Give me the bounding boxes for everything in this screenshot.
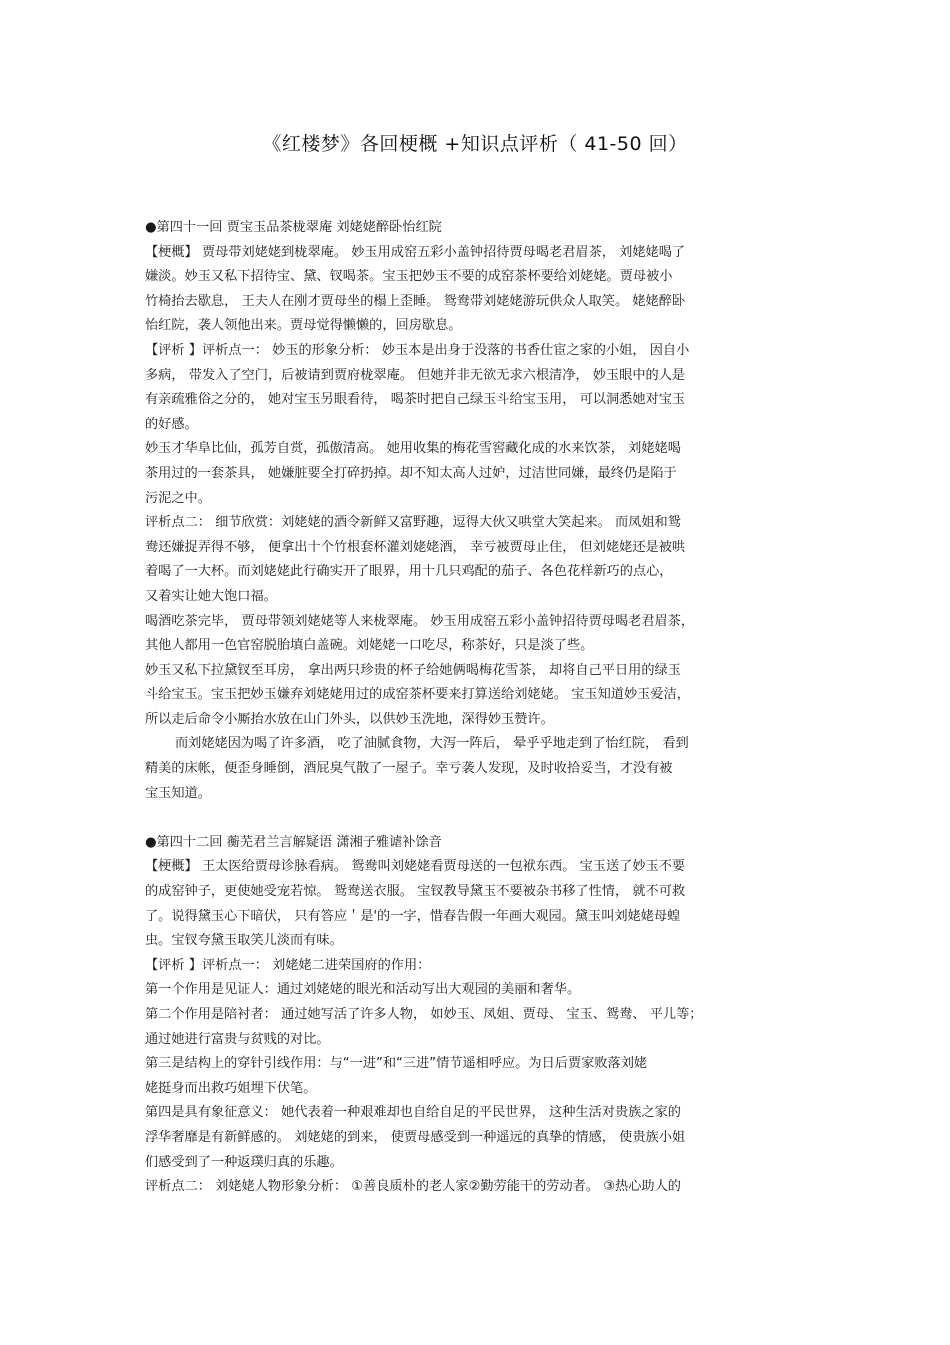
paragraph-line: 污泥之中。 [145,490,211,506]
document-title: 《红楼梦》各回梗概 +知识点评析（ 41-50 回） [262,133,688,155]
paragraph-line: 【评析 】评析点一： 妙玉的形象分析： 妙玉本是出身于没落的书香仕宦之家的小姐， 因自小 [145,342,690,358]
paragraph-line: 鸯还嫌捉弄得不够， 便拿出十个竹根套杯灌刘姥姥酒， 幸亏被贾母止住， 但刘姥姥还是被哄 [145,539,686,555]
paragraph-line: 第一个作用是见证人：通过刘姥姥的眼光和活动写出大观园的美丽和奢华。 [145,982,581,998]
paragraph-line: 的好感。 [145,416,198,432]
paragraph-line: 虫。宝钗夸黛玉取笑儿淡而有味。 [145,933,343,949]
paragraph-line: 精美的床帐，便歪身睡倒，酒屁臭气散了一屋子。幸亏袭人发现，及时收拾妥当，才没有被 [145,761,673,777]
paragraph-line: 又着实让她大饱口福。 [145,588,277,604]
chapter-41-heading: ●第四十一回 贾宝玉品茶栊翠庵 刘姥姥醉卧怡红院 [145,220,442,235]
paragraph-line: 的成窑钟子，更使她受宠若惊。 鸳鸯送衣服。 宝钗教导黛玉不要被杂书移了性情， 就不可救 [145,884,686,900]
paragraph-line: 喝酒吃茶完毕， 贾母带领刘姥姥等人来栊翠庵。 妙玉用成窑五彩小盖钟招待贾母喝老君眉茶， [145,613,695,629]
paragraph-line: 【梗概】 王太医给贾母诊脉看病。 鸳鸯叫刘姥姥看贾母送的一包袱东西。 宝玉送了妙玉不要 [145,859,686,875]
paragraph-line: 第二个作用是陪衬者： 通过她写活了许多人物， 如妙玉、凤姐、贾母、 宝玉、鸳鸯、 平儿等； [145,1007,703,1022]
paragraph-line: 其他人都用一色官窑脱胎填白盖碗。刘姥姥一口吃尽，称茶好，只是淡了些。 [145,638,594,654]
paragraph-line: 【梗概】 贾母带刘姥姥到栊翠庵。 妙玉用成窑五彩小盖钟招待贾母喝老君眉茶， 刘姥姥喝了 [145,244,686,260]
paragraph-line: 评析点二： 细节欣赏：刘姥姥的酒令新鲜又富野趣，逗得大伙又哄堂大笑起来。 而凤姐和鸳 [145,515,681,531]
paragraph-line: 斗给宝玉。宝玉把妙玉嫌弃刘姥姥用过的成窑茶杯要来打算送给刘姥姥。 宝玉知道妙玉爱洁， [145,687,690,703]
paragraph-line: 着喝了一大杯。而刘姥姥此行确实开了眼界，用十几只鸡配的茄子、各色花样新巧的点心， [145,564,673,580]
chapter-42-heading: ●第四十二回 蘅芜君兰言解疑语 潇湘子雅谑补馀音 [145,834,442,850]
paragraph-line: 宝玉知道。 [145,785,211,801]
paragraph-line: 所以走后命令小厮抬水放在山门外头，以供妙玉洗地，深得妙玉赞许。 [145,711,554,727]
paragraph-line: 多病， 带发入了空门，后被请到贾府栊翠庵。 但她并非无欲无求六根清净， 妙玉眼中的人是 [145,367,686,383]
paragraph-line: 第四是具有象征意义： 她代表着一种艰难却也自给自足的平民世界， 这种生活对贵族之家的 [145,1105,681,1121]
paragraph-line: 怡红院，袭人领他出来。贾母觉得懒懒的，回房歇息。 [145,318,462,334]
paragraph-line: 有亲疏雅俗之分的， 她对宝玉另眼看待， 喝茶时把自己绿玉斗给宝玉用， 可以洞悉她对宝玉 [145,392,686,408]
paragraph-line: 第三是结构上的穿针引线作用：与“一进”和“三进”情节遥相呼应。为日后贾家败落刘姥 [145,1056,648,1072]
paragraph-line: 茶用过的一套茶具， 她嫌脏要全打碎扔掉。却不知太高人过妒，过洁世同嫌，最终仍是陷于 [145,465,677,481]
paragraph-line: 了。说得黛玉心下暗伏， 只有答应＇是'的一字，惜春告假一年画大观园。黛玉叫刘姥姥母蝗 [145,908,681,924]
section-gap [145,806,805,831]
paragraph-line: 嫌淡。妙玉又私下招待宝、黛、钗喝茶。宝玉把妙玉不要的成窑茶杯要给刘姥姥。贾母被小 [145,269,673,285]
document-body [145,216,805,1200]
paragraph-line: 而刘姥姥因为喝了许多酒， 吃了油腻食物，大泻一阵后， 晕乎乎地走到了怡红院， 看到 [175,736,689,752]
paragraph-line: 妙玉才华阜比仙，孤芳自赏，孤傲清高。 她用收集的梅花雪窖藏化成的水来饮茶， 刘姥姥喝 [145,441,681,457]
paragraph-line: 竹椅抬去歇息， 王夫人在刚才贾母坐的榻上歪睡。 鸳鸯带刘姥姥游玩供众人取笑。 姥姥醉卧 [145,293,686,309]
paragraph-line: 们感受到了一种返璞归真的乐趣。 [145,1154,343,1170]
paragraph-line: 评析点二： 刘姥姥人物形象分析： ①善良质朴的老人家②勤劳能干的劳动者。 ③热心助人的 [145,1179,681,1195]
paragraph-line: 浮华奢靡是有新鲜感的。 刘姥姥的到来， 使贾母感受到一种遥远的真挚的情感， 使贵族小姐 [145,1129,686,1145]
paragraph-line: 【评析 】评析点一： 刘姥姥二进荣国府的作用： [145,957,431,973]
paragraph-line: 妙玉又私下拉黛钗至耳房， 拿出两只珍贵的杯子给她俩喝梅花雪茶， 却将自己平日用的绿玉 [145,662,681,678]
paragraph-line: 通过她进行富贵与贫贱的对比。 [145,1031,330,1047]
paragraph-line: 姥挺身而出救巧姐埋下伏笔。 [145,1080,317,1096]
